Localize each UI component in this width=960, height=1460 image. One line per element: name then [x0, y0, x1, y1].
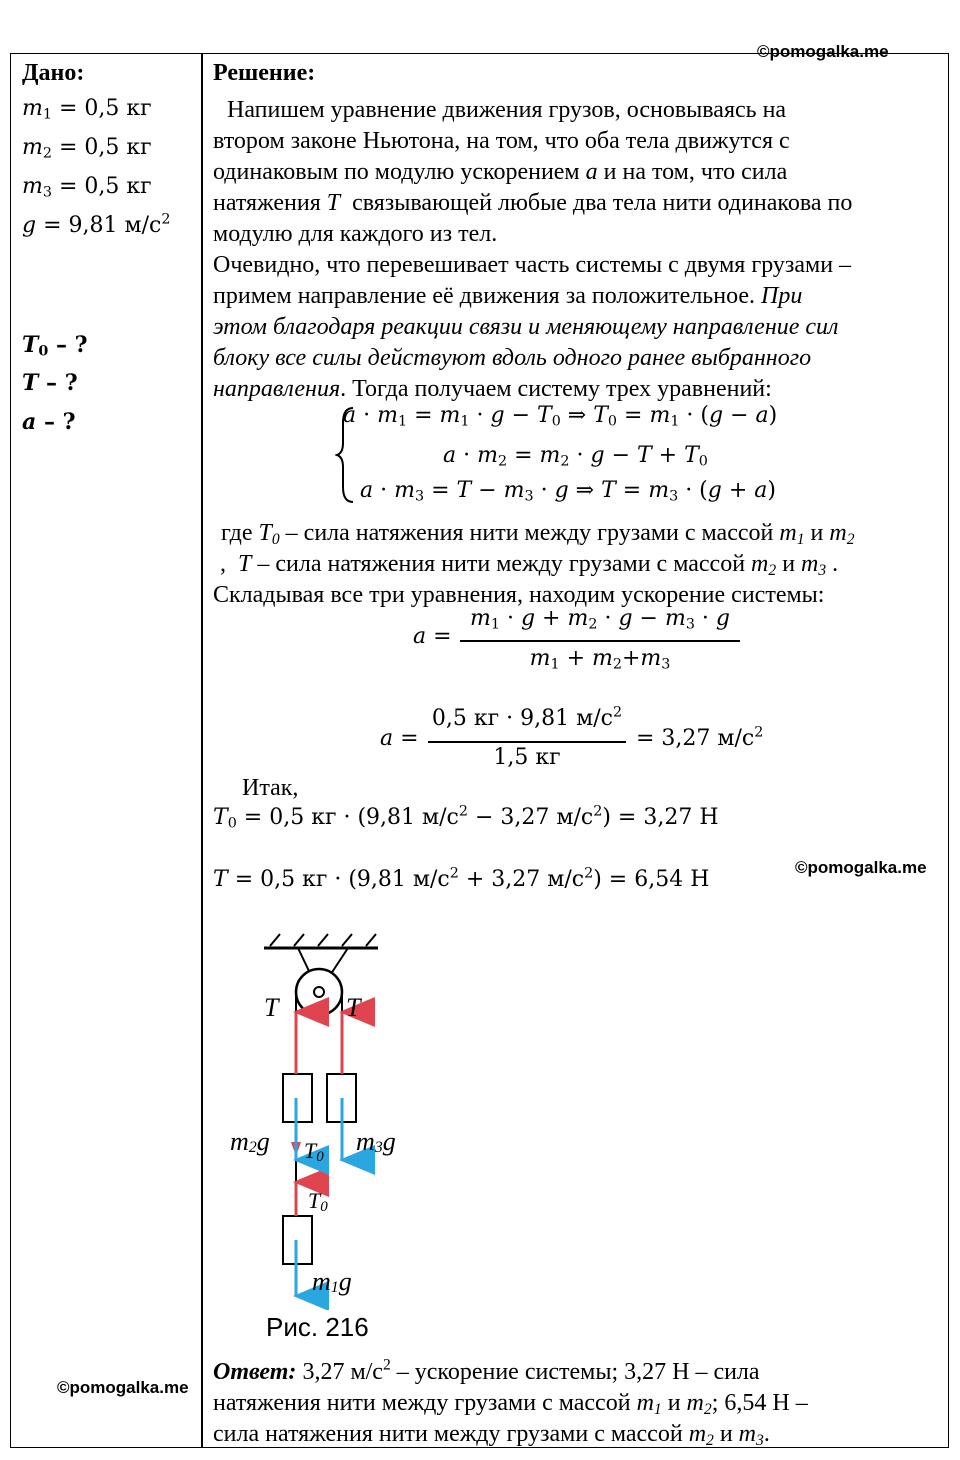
accel-formula-numerator: $m_1 \cdot g + m_2 \cdot g - m_3 \cdot g$ — [469, 606, 731, 633]
find-T0: $T_0$ – ? — [22, 332, 88, 360]
T0-calculation: $T_0 = 0,5$ кг · (9,81 $м/с^2 - 3,27$ $м/с^2) = 3,27$ Н — [213, 803, 719, 832]
solution-p2-line5: направления. Тогда получаем систему трех уравнений: — [213, 376, 772, 402]
pulley — [296, 948, 348, 1015]
watermark-middle: ©pomogalka.me — [795, 858, 927, 877]
solution-p2-line1: Очевидно, что перевешивает часть системы с двумя грузами – — [213, 252, 852, 278]
figure-caption: Рис. 216 — [266, 1312, 369, 1342]
accel-formula-lhs: a = — [413, 624, 452, 649]
solution-p1-line3: одинаковым по модулю ускорением a и на том, что сила — [213, 159, 788, 185]
solution-p1-line5: модулю для каждого из тел. — [213, 221, 498, 247]
solution-p1-line1: Напишем уравнение движения грузов, основываясь на — [227, 97, 787, 123]
given-heading: Дано: — [22, 60, 85, 86]
equation-2: $a \cdot m_2 = m_2 \cdot g - T + T_0$ — [443, 443, 708, 470]
solution-p1-line4: натяжения T связывающей любые два тела нити одинакова по — [213, 190, 853, 216]
label-m2g: m2g — [230, 1127, 270, 1156]
accel-numeric-denominator: 1,5 кг — [493, 745, 561, 770]
given-m2: $m_2 = 0,5$ кг — [22, 135, 152, 162]
answer-line3: сила натяжения нити между грузами с массой $m_2$ и $m_3$. — [213, 1421, 770, 1449]
label-m1g: m1g — [312, 1267, 352, 1296]
accel-numeric-result: = 3,27 $м/с^2$ — [636, 724, 764, 751]
solution-heading: Решение: — [213, 60, 316, 86]
accel-numeric-numerator: 0,5 кг · 9,81 $м/с^2$ — [431, 704, 623, 731]
answer-line2: натяжения нити между грузами с массой $m_1$ и $m_2$; 6,54 Н – — [213, 1390, 808, 1418]
given-m1: $m_1 = 0,5$ кг — [22, 96, 152, 123]
label-T-right: T — [346, 993, 361, 1022]
answer-line1: Ответ: 3,27 $м/с^2$ – ускорение системы; 3,27 Н – сила — [213, 1356, 760, 1385]
solution-p2-line2: примем направление её движения за положительное. При — [213, 283, 803, 309]
accel-numeric-bar — [428, 741, 626, 743]
where-line2: , T – сила натяжения нити между грузами с массой $m_2$ и $m_3$ . — [220, 551, 839, 579]
where-line1: где $T_0$ – сила натяжения нити между грузами с массой $m_1$ и $m_2$ — [221, 520, 855, 548]
watermark-top: ©pomogalka.me — [757, 42, 889, 61]
T-calculation: T = 0,5 кг · (9,81 $м/с^2 + 3,27$ $м/с^2) = 6,54$ Н — [213, 865, 710, 892]
find-T: T – ? — [22, 370, 78, 396]
given-m3: $m_3 = 0,5$ кг — [22, 174, 152, 201]
accel-numeric-lhs: a = — [380, 726, 419, 751]
equation-1: $a \cdot m_1 = m_1 \cdot g - T_0$ ⇒ $T_0 = m_1 \cdot (g - a)$ — [343, 403, 778, 430]
ceiling — [264, 934, 378, 948]
pulley-figure — [220, 920, 440, 1310]
watermark-bottom: ©pomogalka.me — [57, 1378, 189, 1397]
label-T-left: T — [264, 993, 279, 1022]
solution-p2-line4: блоку все силы действуют вдоль одного ранее выбранного — [213, 345, 812, 371]
label-m3g: m3g — [356, 1127, 396, 1156]
solution-p1-line2: втором законе Ньютона, на том, что оба тела движутся с — [213, 128, 790, 154]
column-divider — [201, 53, 203, 1448]
label-T0-upper: T0 — [304, 1138, 324, 1165]
solution-p2-line3: этом благодаря реакции связи и меняющему направление сил — [213, 314, 839, 340]
find-a: a – ? — [22, 409, 76, 435]
equation-3: $a \cdot m_3 = T - m_3 \cdot g$ ⇒ $T = m_3 \cdot (g + a)$ — [360, 478, 776, 505]
given-g: g = 9,81 $м/с^2$ — [22, 211, 171, 238]
accel-formula-denominator: $m_1 + m_2+m_3$ — [529, 646, 671, 673]
sum-line: Складывая все три уравнения, находим ускорение системы: — [213, 582, 825, 608]
label-T0-lower: T0 — [308, 1188, 328, 1215]
itak: Итак, — [242, 775, 299, 801]
accel-formula-bar — [460, 640, 740, 642]
